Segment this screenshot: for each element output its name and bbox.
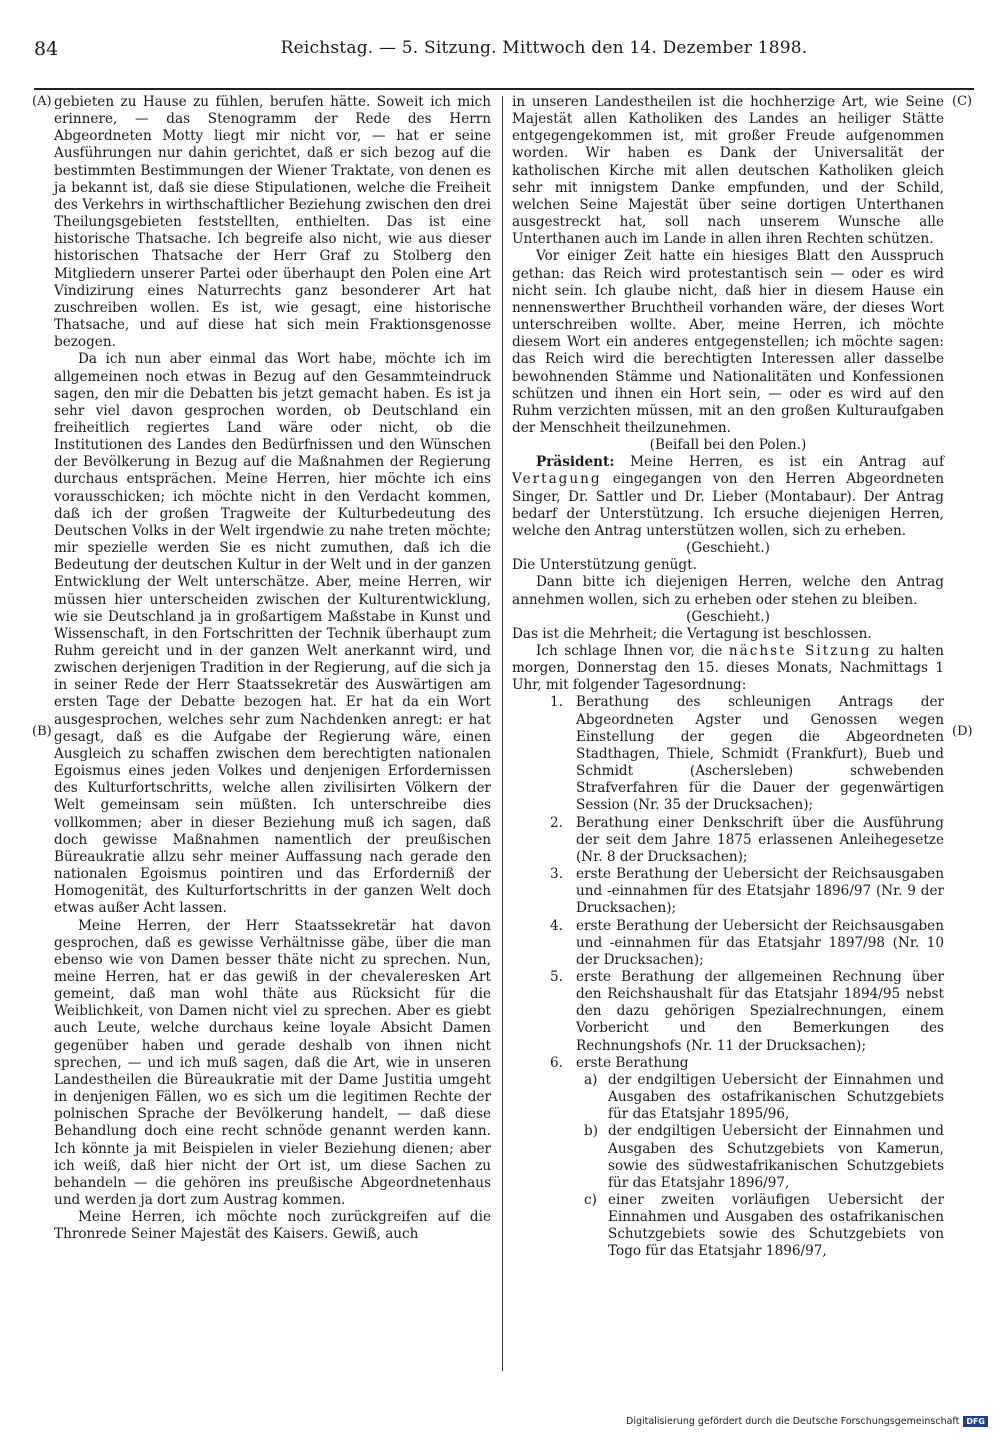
agenda-subitem-text: der endgiltigen Uebersicht der Einnahmen und Ausgaben des ostafrikanischen Schutzgebiets für das Etatsjahr 1895/96, [608,1071,944,1123]
agenda-item-number: 4. [550,917,563,934]
president-statement [512,454,944,540]
agenda-item [512,815,944,866]
agenda-item-number: 6. [550,1054,563,1071]
page-header [34,34,974,70]
agenda-subitem [512,1072,944,1123]
agenda-item [512,866,944,917]
paragraph: Vor einiger Zeit hatte ein hiesiges Blatt den Ausspruch gethan: das Reich wird protestantisch sein — oder es wird nicht sein. Ich glaube nicht, daß hier in diesem Hause ein nennenswerther Bruchtheil vorhanden wäre, der dieses Wort unterschreiben wollte. Aber, meine Herren, ich möchte diesem Wort ein anderes entgegenstellen; ich möchte sagen: das Reich wird die berechtigten Interessen aller dasselbe bewohnenden Stämme und Nationalitäten und Konfessionen schützen und ihnen ein Hort sein, — oder es wird auf den Ruhm verzichten müssen, mit an den großen Kulturaufgaben der Menschheit theilzunehmen. [512,248,944,436]
header-rule [34,88,974,90]
left-column [54,94,491,1243]
paragraph: Die Unterstützung genügt. [512,557,697,574]
agenda-subitem [512,1123,944,1192]
agenda-item [512,694,944,814]
agenda-item-number: 5. [550,968,563,985]
agenda-item [512,1055,944,1072]
procedure-note: (Geschieht.) [686,540,770,557]
agenda-subitems [512,1072,944,1261]
speaker-label: Präsident: [536,454,615,471]
statement-text: Ich schlage Ihnen vor, die [536,643,723,659]
emphasis-next-session: nächste Sitzung [728,643,872,659]
agenda-item-text: Berathung des schleunigen Antrags der Abgeordneten Agster und Genossen wegen Einstellung der gegen die Abgeordneten Stadthagen, Thiele, Schmidt (Frankfurt), Bueb und Schmidt (Aschersleben) schwebenden Strafverfahren für die Dauer der gegenwärtigen Session (Nr. 35 der Drucksachen); [576,694,944,814]
agenda-item-text: Berathung einer Denkschrift über die Ausführung der seit dem Jahre 1875 erlassenen Anleihegesetze (Nr. 8 der Drucksachen); [576,814,944,865]
next-session-paragraph [512,643,944,694]
paragraph: gebieten zu Hause zu fühlen, berufen hätte. Soweit ich mich erinnere, — das Stenogramm der Rede des Herrn Abgeordneten Motty liegt mir nicht vor, — hat er seine Ausführungen nur dahin gerichtet, daß er sich bezog auf die bestimmten Bestimmungen der Wiener Traktate, von denen es ja bekannt ist, daß sie diese Stipulationen, welche die Freiheit des Verkehrs in wirthschaftlicher Beziehung zwischen den drei Theilungsgebieten feststellten, enthielten. Das ist eine historische Thatsache. Ich begreife also nicht, wie aus dieser historischen Thatsache der Herr Graf zu Stolberg den Mitgliedern unserer Partei oder überhaupt den Polen eine Art Vindizirung eines Naturrechts ganz besonderer Art hat zuschreiben wollen. Es ist, wie gesagt, eine historische Thatsache, und auf diese hat sich mein Fraktionsgenosse bezogen. [54,94,491,351]
agenda-item-number: 1. [550,694,563,711]
paragraph: Meine Herren, ich möchte noch zurückgreifen auf die Thronrede Seiner Majestät des Kaisers. Gewiß, auch [54,1209,491,1243]
agenda-item [512,918,944,969]
dfg-logo: DFG [963,1416,988,1427]
agenda-item-number: 3. [550,866,563,883]
agenda-item-text: erste Berathung der allgemeinen Rechnung über den Reichshaushalt für das Etatsjahr 1894/95 nebst den dazu gehörigen Spezialrechnungen, einem Vorbericht und den Bemerkungen des Rechnungshofs (Nr. 11 der Drucksachen); [576,968,944,1054]
emphasis-vertagung: Vertagung [512,471,602,488]
agenda-subitem-number: b) [584,1123,599,1140]
agenda-subitem-number: a) [584,1071,598,1088]
margin-mark-b: (B) [32,724,52,739]
running-head: Reichstag. — 5. Sitzung. Mittwoch den 14. Dezember 1898. [280,38,808,58]
margin-mark-d: (D) [952,724,973,739]
statement-text: zu halten morgen, Donnerstag den 15. dieses Monats, Nachmittags 1 Uhr, mit folgender Tagesordnung: [512,643,945,694]
credit-text: Digitalisierung gefördert durch die Deutsche Forschungsgemeinschaft [626,1416,960,1427]
column-divider [502,96,503,1371]
statement-text: eingegangen von den Herren Abgeordneten Singer, Dr. Sattler und Dr. Lieber (Montabaur). Der Antrag bedarf der Unterstützung. Ich ersuche diejenigen Herren, welche den Antrag unterstützen wollen, sich zu erheben. [512,471,944,539]
paragraph: Meine Herren, der Herr Staatssekretär hat davon gesprochen, daß es gewisse Verhältnisse gäbe, über die man ebenso wie von Damen besser thäte nicht zu sprechen. Nun, meine Herren, hat er das gewiß in der chevaleresken Art gemeint, daß man wohl thäte aus Rücksicht für die Weiblichkeit, von Damen nicht viel zu sprechen. Aber es giebt auch Leute, welche durchaus keine loyale Absicht Damen gegenüber haben und gerade deshalb von ihnen nicht sprechen, — und ich muß sagen, daß die Art, wie in unseren Landestheilen die Büreaukratie mit der Dame Justitia umgeht in denjenigen Fällen, wo es sich um die legitimen Rechte der polnischen Sprache der Bevölkerung handelt, — daß diese Behandlung doch eine recht schnöde genannt werden kann. Ich könnte ja mit Beispielen in vieler Beziehung dienen; aber ich weiß, daß hier nicht der Ort ist, um diese Sachen zu behandeln — die gehören ins preußische Abgeordnetenhaus und werden ja dort zum Austrag kommen. [54,917,491,1208]
page-number: 84 [34,38,59,60]
agenda-item-text: erste Berathung der Uebersicht der Reichsausgaben und -einnahmen für das Etatsjahr 1897/98 (Nr. 10 der Drucksachen); [576,917,944,968]
paragraph: Das ist die Mehrheit; die Vertagung ist beschlossen. [512,625,872,642]
agenda-item-number: 2. [550,814,563,831]
margin-mark-c: (C) [952,94,973,109]
agenda-item-text: erste Berathung der Uebersicht der Reichsausgaben und -einnahmen für des Etatsjahr 1896/97 (Nr. 9 der Drucksachen); [576,866,944,917]
statement-text: Meine Herren, es ist ein Antrag auf [630,454,944,471]
paragraph: Da ich nun aber einmal das Wort habe, möchte ich im allgemeinen noch etwas in Bezug auf den Gesammteindruck sagen, den mir die Debatten bis jetzt gemacht haben. Es ist ja sehr viel davon gesprochen worden, ob Deutschland ein freiheitlich regiertes Land wäre oder nicht, ob die Institutionen des Landes den Bedürfnissen und den Wünschen der Bevölkerung in Bezug auf die Maßnahmen der Regierung durchaus entsprächen. Meine Herren, hier möchte ich eins vorausschicken; ich möchte nicht in den Verdacht kommen, daß ich der großen Tragweite der Kulturbedeutung des Deutschen Volks in der Welt irgendwie zu nahe treten möchte; mir spezielle werden Sie es nicht zumuthen, daß ich die Bedeutung der deutschen Kultur in der Welt und in der ganzen Entwicklung der Welt unterschätze. Aber, meine Herren, wir müssen hier unterscheiden zwischen der Kulturentwicklung, wie sie Deutschland ja in großartigem Maßstabe in Kunst und Wissenschaft, in den Fortschritten der Technik überhaupt zum Ruhm gereicht und in der ganzen Welt anerkannt wird, und zwischen derjenigen Tradition in der Regierung, auf die sich ja in seiner Rede der Herr Staatssekretär des Auswärtigen am ersten Tage der Debatte bezogen hat. Er hat da ein Wort ausgesprochen, welches sehr zum Nachdenken anregt: er hat gesagt, daß es die Aufgabe der Regierung wäre, einen Ausgleich zu schaffen zwischen dem berechtigten nationalen Egoismus eines jeden Volkes und denjenigen Erfordernissen des Kulturfortschritts, welche allen zivilisirten Völkern der Welt gemeinsam sein müßten. Ich unterschreibe dies vollkommen; aber in dieser Beziehung muß ich sagen, daß doch gewisse Maßnahmen namentlich der preußischen Büreaukratie allzu sehr meiner Auffassung nach gerade den nationalen Egoismus pointiren und das Erforderniß der Homogenität, des Kulturfortschritts in der ganzen Welt doch etwas außer Acht lassen. [54,351,491,917]
agenda-subitem-text: einer zweiten vorläufigen Uebersicht der Einnahmen und Ausgaben des ostafrikanischen Schutzgebiets sowie des Schutzgebiets von Togo für das Etatsjahr 1896/97, [608,1192,944,1260]
right-column [512,94,944,1261]
agenda-subitem-number: c) [584,1192,597,1208]
paragraph: Dann bitte ich diejenigen Herren, welche den Antrag annehmen wollen, sich zu erheben oder stehen zu bleiben. [512,574,944,608]
procedure-note: (Geschieht.) [686,608,770,625]
agenda-item-text: erste Berathung [576,1054,689,1071]
agenda-list [512,694,944,1071]
agenda-subitem-text: der endgiltigen Uebersicht der Einnahmen und Ausgaben des Schutzgebiets von Kamerun, sowie des südwestafrikanischen Schutzgebiets für das Etatsjahr 1896/97, [608,1123,944,1191]
agenda-item [512,969,944,1055]
applause-note: (Beifall bei den Polen.) [649,437,807,454]
margin-mark-a: (A) [32,94,52,109]
paragraph: in unseren Landestheilen ist die hochherzige Art, wie Seine Majestät allen Katholiken des Landes an heiliger Stätte entgegengekommen ist, mit großer Freude aufgenommen worden. Wir haben es Dank der Universalität der katholischen Kirche mit allen deutschen Katholiken gleich sehr mit innigstem Danke empfunden, und der Schild, welchen Seine Majestät über seine dortigen Unterthanen ausgestreckt hat, soll nach unserem Wunsche alle Unterthanen auch im Lande in allen ihren Rechten schützen. [512,94,944,248]
footer-credit [626,1416,988,1427]
agenda-subitem [512,1192,944,1261]
